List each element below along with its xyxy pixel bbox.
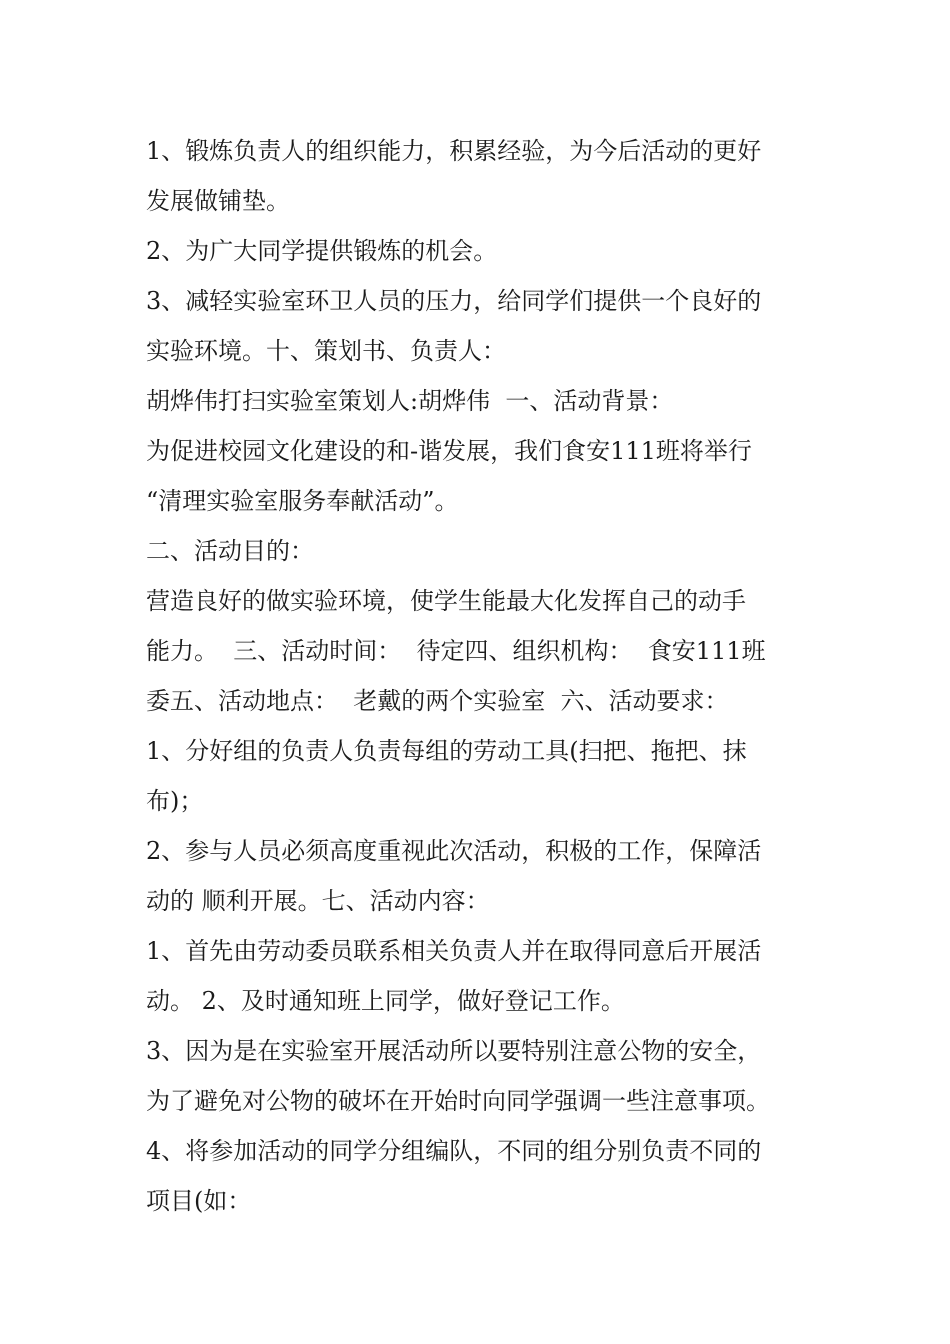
text-line: 2、为广大同学提供锻炼的机会。 [146,237,498,265]
text-line: 4、将参加活动的同学分组编队，不同的组分别负责不同的 [146,1137,762,1165]
text-line: 1、首先由劳动委员联系相关负责人并在取得同意后开展活 [146,937,762,965]
text-line: 二、活动目的： [146,537,314,565]
text-line: 胡烨伟打扫实验室策划人:胡烨伟 一、活动背景： [146,387,674,415]
text-line: 发展做铺垫。 [146,187,290,215]
text-line: 项目(如： [146,1187,252,1215]
text-line: 为促进校园文化建设的和-谐发展，我们食安111班将举行 [146,437,752,465]
text-line: 3、减轻实验室环卫人员的压力，给同学们提供一个良好的 [146,287,762,315]
text-line: 动的 顺利开展。七、活动内容： [146,887,490,915]
text-line: 为了避免对公物的破坏在开始时向同学强调一些注意事项。 [146,1087,770,1115]
text-line: 委五、活动地点： 老戴的两个实验室 六、活动要求： [146,687,729,715]
text-line: 动。 2、及时通知班上同学，做好登记工作。 [146,987,625,1015]
document-body [146,126,810,1226]
text-line: 营造良好的做实验环境，使学生能最大化发挥自己的动手 [146,587,746,615]
text-line: 能力。 三、活动时间： 待定四、组织机构： 食安111班 [146,637,766,665]
text-line: 实验环境。十、策划书、负责人： [146,337,506,365]
text-line: 布)； [146,787,204,815]
text-line: 3、因为是在实验室开展活动所以要特别注意公物的安全， [146,1037,762,1065]
text-line: 1、锻炼负责人的组织能力，积累经验，为今后活动的更好 [146,137,762,165]
text-line: 2、参与人员必须高度重视此次活动，积极的工作，保障活 [146,837,762,865]
text-line: “清理实验室服务奉献活动”。 [146,487,459,515]
text-line: 1、分好组的负责人负责每组的劳动工具(扫把、拖把、抹 [146,737,747,765]
